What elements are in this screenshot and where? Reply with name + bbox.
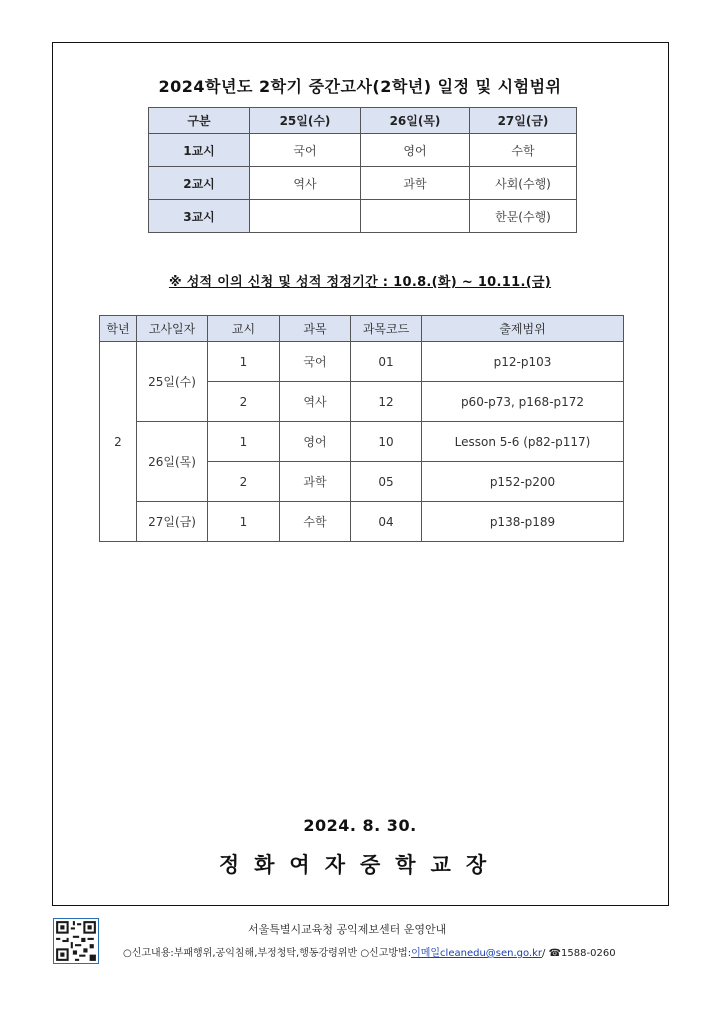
header-cell: 학년 — [100, 316, 137, 342]
table-row — [100, 342, 624, 382]
grade-appeal-notice: ※ 성적 이의 신청 및 성적 정정기간 : 10.8.(화) ~ 10.11.(금) — [168, 275, 552, 290]
date-cell: 27일(금) — [137, 502, 208, 542]
range-cell: Lesson 5-6 (p82-p117) — [422, 422, 624, 462]
period-cell: 1교시 — [149, 134, 250, 167]
table-row — [100, 502, 624, 542]
code-cell: 01 — [351, 342, 422, 382]
page-title: 2024학년도 2학기 중간고사(2학년) 일정 및 시험범위 — [158, 77, 562, 96]
header-cell: 고사일자 — [137, 316, 208, 342]
report-phone: / ☎1588-0260 — [542, 948, 616, 959]
range-cell: p12-p103 — [422, 342, 624, 382]
header-cell: 27일(금) — [470, 108, 577, 134]
period-cell: 2 — [208, 462, 280, 502]
range-cell: p60-p73, p168-p172 — [422, 382, 624, 422]
header-cell: 26일(목) — [361, 108, 470, 134]
subject-cell: 수학 — [470, 134, 577, 167]
code-cell: 04 — [351, 502, 422, 542]
code-cell: 12 — [351, 382, 422, 422]
footer-report-info — [123, 944, 616, 959]
header-cell: 과목코드 — [351, 316, 422, 342]
code-cell: 10 — [351, 422, 422, 462]
subject-cell: 수학 — [280, 502, 351, 542]
table-row — [100, 422, 624, 462]
subject-cell: 사회(수행) — [470, 167, 577, 200]
period-cell: 1 — [208, 422, 280, 462]
subject-cell: 영어 — [280, 422, 351, 462]
report-email-link[interactable]: 이메일cleanedu@sen.go.kr — [411, 948, 543, 959]
footer-title: 서울특별시교육청 공익제보센터 운영안내 — [248, 923, 447, 936]
period-cell: 2교시 — [149, 167, 250, 200]
date-cell: 26일(목) — [137, 422, 208, 502]
period-cell: 1 — [208, 502, 280, 542]
table-header-row — [100, 316, 624, 342]
subject-cell: 국어 — [250, 134, 361, 167]
document-date: 2024. 8. 30. — [303, 816, 417, 835]
header-cell: 교시 — [208, 316, 280, 342]
code-cell: 05 — [351, 462, 422, 502]
header-cell: 출제범위 — [422, 316, 624, 342]
subject-cell: 과학 — [280, 462, 351, 502]
table-row — [149, 134, 577, 167]
exam-scope-table — [99, 315, 624, 542]
grade-cell: 2 — [100, 342, 137, 542]
subject-cell: 영어 — [361, 134, 470, 167]
qr-code-icon — [53, 918, 99, 964]
header-cell: 구분 — [149, 108, 250, 134]
range-cell: p152-p200 — [422, 462, 624, 502]
subject-cell: 국어 — [280, 342, 351, 382]
header-cell: 과목 — [280, 316, 351, 342]
period-cell: 1 — [208, 342, 280, 382]
table-header-row — [149, 108, 577, 134]
period-cell: 3교시 — [149, 200, 250, 233]
table-row — [149, 200, 577, 233]
table-row — [149, 167, 577, 200]
footer-content: ○신고내용:부패행위,공익침해,부정청탁,행동강령위반 ○신고방법: — [123, 948, 412, 959]
header-cell: 25일(수) — [250, 108, 361, 134]
school-principal-signature: 정화여자중학교장 — [218, 853, 502, 877]
exam-schedule-table — [148, 107, 577, 233]
subject-cell — [361, 200, 470, 233]
period-cell: 2 — [208, 382, 280, 422]
subject-cell: 역사 — [250, 167, 361, 200]
subject-cell — [250, 200, 361, 233]
subject-cell: 한문(수행) — [470, 200, 577, 233]
subject-cell: 역사 — [280, 382, 351, 422]
date-cell: 25일(수) — [137, 342, 208, 422]
range-cell: p138-p189 — [422, 502, 624, 542]
subject-cell: 과학 — [361, 167, 470, 200]
